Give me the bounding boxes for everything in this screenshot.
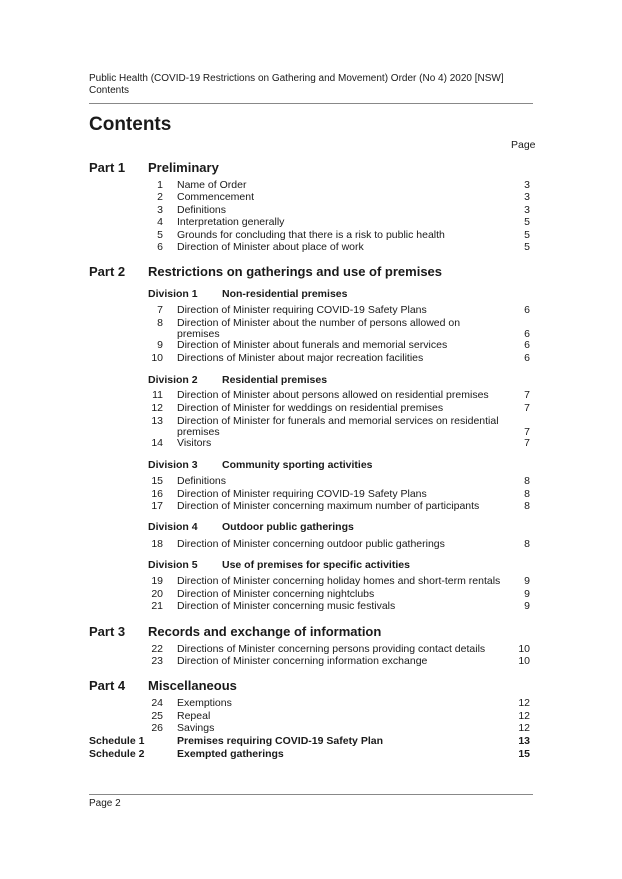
division-title: Non-residential premises <box>222 288 348 300</box>
entry-page: 6 <box>524 304 530 316</box>
schedule-page: 13 <box>518 735 530 747</box>
entry-title: Direction of Minister about the number of persons allowed on <box>177 317 461 329</box>
entry-page: 5 <box>524 216 530 228</box>
entry-title: Visitors <box>177 437 212 449</box>
schedule-title: Exempted gatherings <box>177 748 284 760</box>
entry-number: 19 <box>151 575 163 587</box>
entry-page: 10 <box>518 655 530 667</box>
entry-title: Direction of Minister about place of work <box>177 241 364 253</box>
part-title: Records and exchange of information <box>148 624 382 639</box>
entry-page: 3 <box>524 179 530 191</box>
entry-title: Definitions <box>177 204 227 216</box>
entry-page: 7 <box>524 437 530 449</box>
page-title: Contents <box>89 114 172 135</box>
entry-number: 4 <box>157 216 163 228</box>
entry-page: 9 <box>524 600 530 612</box>
division-number: Division 2 <box>148 374 198 386</box>
entry-title: Direction of Minister about persons allowed on residential premises <box>177 389 489 401</box>
entry-title: Direction of Minister concerning holiday homes and short-term rentals <box>177 575 501 587</box>
page-column-label: Page <box>511 139 536 151</box>
division-title: Outdoor public gatherings <box>222 521 354 533</box>
entry-number: 25 <box>151 710 163 722</box>
entry-number: 15 <box>151 475 163 487</box>
schedule-title: Premises requiring COVID-19 Safety Plan <box>177 735 383 747</box>
entry-page: 12 <box>518 722 530 734</box>
entry-page: 3 <box>524 191 530 203</box>
part-number: Part 2 <box>89 264 126 279</box>
entry-number: 20 <box>151 588 163 600</box>
entry-number: 11 <box>152 389 163 401</box>
part-title: Restrictions on gatherings and use of premises <box>148 264 443 279</box>
entry-page: 12 <box>518 710 530 722</box>
entry-page: 9 <box>524 575 530 587</box>
entry-title: Direction of Minister requiring COVID-19 Safety Plans <box>177 304 427 316</box>
header-rule <box>89 103 533 104</box>
entry-title: Direction of Minister concerning information exchange <box>177 655 428 667</box>
running-header-title: Public Health (COVID-19 Restrictions on Gathering and Movement) Order (No 4) 2020 [NSW] <box>89 73 504 84</box>
entry-page: 10 <box>518 643 530 655</box>
entry-page: 7 <box>524 402 530 414</box>
schedule-number: Schedule 1 <box>89 735 145 747</box>
entry-number: 13 <box>151 415 163 427</box>
entry-number: 16 <box>151 488 163 500</box>
part-title: Miscellaneous <box>148 678 237 693</box>
entry-title: Directions of Minister about major recreation facilities <box>177 352 424 364</box>
entry-page: 8 <box>524 538 530 550</box>
division-title: Residential premises <box>222 374 328 386</box>
division-number: Division 5 <box>148 559 198 571</box>
entry-page: 8 <box>524 475 530 487</box>
footer-rule <box>89 794 533 795</box>
entry-title: Direction of Minister concerning music festivals <box>177 600 396 612</box>
part-number: Part 4 <box>89 678 126 693</box>
entry-title: Directions of Minister concerning persons providing contact details <box>177 643 486 655</box>
entry-page: 12 <box>518 697 530 709</box>
entry-number: 5 <box>157 229 163 241</box>
entry-title: Interpretation generally <box>177 216 285 228</box>
entry-title: Direction of Minister for weddings on residential premises <box>177 402 444 414</box>
division-number: Division 1 <box>148 288 198 300</box>
entry-page: 3 <box>524 204 530 216</box>
entry-page: 8 <box>524 488 530 500</box>
entry-title-continued: premises <box>177 328 220 340</box>
entry-number: 12 <box>151 402 163 414</box>
entry-title: Repeal <box>177 710 211 722</box>
entry-number: 9 <box>157 339 163 351</box>
entry-page: 7 <box>524 426 530 438</box>
entry-title: Grounds for concluding that there is a risk to public health <box>177 229 445 241</box>
entry-number: 10 <box>151 352 163 364</box>
entry-title: Direction of Minister about funerals and memorial services <box>177 339 448 351</box>
division-title: Community sporting activities <box>222 459 373 471</box>
entry-title: Direction of Minister for funerals and memorial services on residential <box>177 415 499 427</box>
schedule-page: 15 <box>518 748 530 760</box>
division-number: Division 3 <box>148 459 198 471</box>
entry-title-continued: premises <box>177 426 220 438</box>
entry-title: Definitions <box>177 475 227 487</box>
running-header-section: Contents <box>89 85 130 96</box>
entry-page: 5 <box>524 241 530 253</box>
part-number: Part 3 <box>89 624 126 639</box>
entry-title: Commencement <box>177 191 255 203</box>
entry-number: 1 <box>157 179 163 191</box>
entry-number: 26 <box>151 722 163 734</box>
entry-title: Savings <box>177 722 215 734</box>
entry-title: Direction of Minister concerning outdoor public gatherings <box>177 538 445 550</box>
entry-page: 6 <box>524 328 530 340</box>
schedule-number: Schedule 2 <box>89 748 145 760</box>
entry-page: 7 <box>524 389 530 401</box>
division-number: Division 4 <box>148 521 198 533</box>
entry-number: 2 <box>157 191 163 203</box>
entry-number: 18 <box>151 538 163 550</box>
entry-number: 14 <box>151 437 163 449</box>
page-footer: Page 2 <box>89 798 121 809</box>
division-title: Use of premises for specific activities <box>222 559 410 571</box>
entry-number: 24 <box>151 697 163 709</box>
entry-number: 3 <box>157 204 163 216</box>
entry-number: 17 <box>151 500 163 512</box>
entry-title: Name of Order <box>177 179 247 191</box>
entry-number: 23 <box>151 655 163 667</box>
entry-title: Direction of Minister concerning nightclubs <box>177 588 375 600</box>
part-title: Preliminary <box>148 160 219 175</box>
entry-number: 21 <box>151 600 163 612</box>
entry-page: 6 <box>524 352 530 364</box>
entry-title: Exemptions <box>177 697 232 709</box>
entry-page: 9 <box>524 588 530 600</box>
part-number: Part 1 <box>89 160 126 175</box>
entry-number: 6 <box>157 241 163 253</box>
entry-number: 8 <box>157 317 163 329</box>
entry-page: 6 <box>524 339 530 351</box>
entry-page: 5 <box>524 229 530 241</box>
entry-number: 7 <box>157 304 163 316</box>
entry-title: Direction of Minister requiring COVID-19 Safety Plans <box>177 488 427 500</box>
entry-title: Direction of Minister concerning maximum number of participants <box>177 500 480 512</box>
entry-number: 22 <box>151 643 163 655</box>
entry-page: 8 <box>524 500 530 512</box>
